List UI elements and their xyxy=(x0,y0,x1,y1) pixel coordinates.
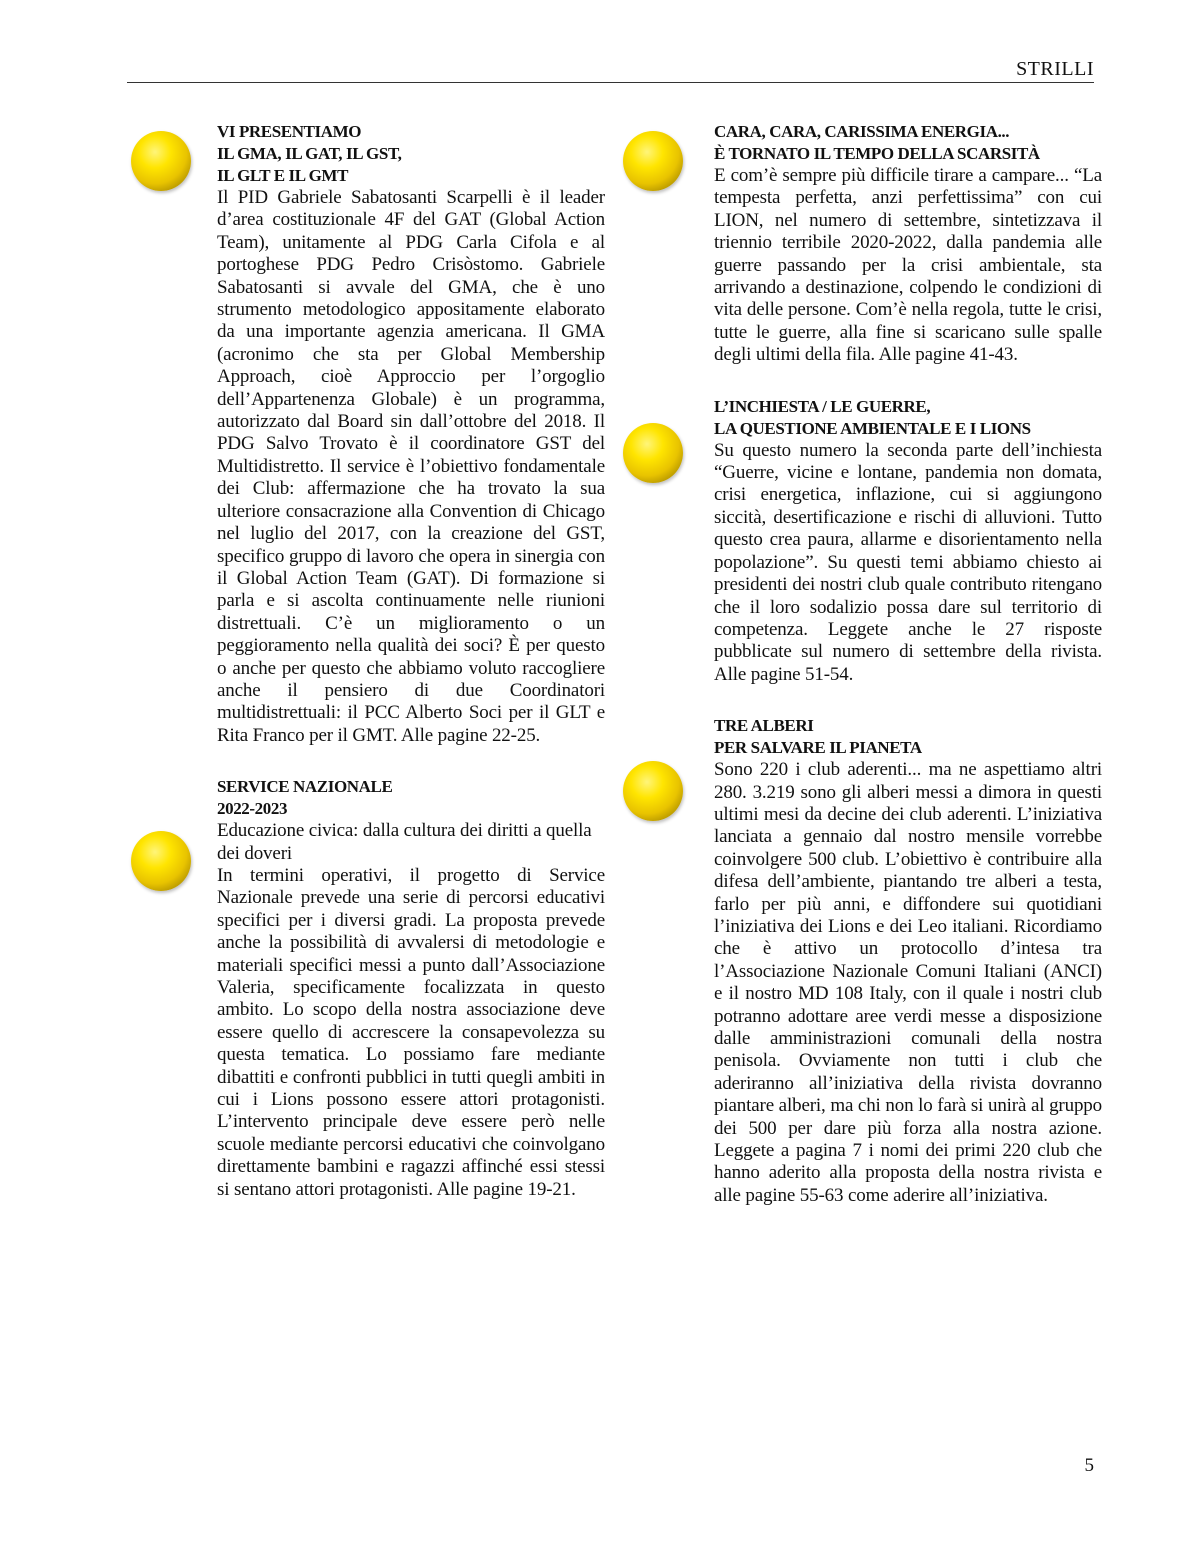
article-gma xyxy=(217,121,605,747)
article-title xyxy=(217,121,605,187)
right-column xyxy=(714,121,1102,1236)
article-title xyxy=(714,121,1102,165)
yellow-ball-icon xyxy=(623,423,683,483)
article-title xyxy=(714,396,1102,440)
header-rule xyxy=(127,82,1094,83)
article-body: E com’è sempre più difficile tirare a campare... “La tempesta perfetta, anzi perfettissima” con cui LION, nel numero di settembre, sintetizzava il triennio terribile 2020-2022, dalla pandemia alle guerre passando per la crisi ambientale, sta arrivando a destinazione, colpendo le condizioni di vita delle persone. Com’è nella regola, tutte le crisi, tutte le guerre, alla fine si scaricano sulle spalle degli ultimi della fila. Alle pagine 41-43. xyxy=(714,165,1102,366)
yellow-ball-icon xyxy=(623,761,683,821)
title-line: È TORNATO IL TEMPO DELLA SCARSITÀ xyxy=(714,144,1040,163)
yellow-ball-icon xyxy=(623,131,683,191)
page-number: 5 xyxy=(1084,1455,1094,1476)
article-inchiesta xyxy=(714,396,1102,686)
title-line: LA QUESTIONE AMBIENTALE E I LIONS xyxy=(714,418,1031,438)
left-column xyxy=(217,121,605,1230)
article-energia xyxy=(714,121,1102,367)
title-line: CARA, CARA, CARISSIMA ENERGIA... xyxy=(714,122,1010,141)
article-body: Su questo numero la seconda parte dell’inchiesta “Guerre, vicine e lontane, pandemia non domata, crisi energetica, inflazione, cui si aggiungono siccità, desertificazione e rischi di alluvioni. Tutto questo crea paura, allarme e disorientamento nella popolazione”. Su questi temi abbiamo chiesto ai presidenti dei nostri club quale contributo ritengano che il loro sodalizio possa dare sul territorio di competenza. Leggete anche le 27 risposte pubblicate sul numero di settembre della rivista. Alle pagine 51-54. xyxy=(714,439,1102,685)
title-line: IL GLT E IL GMT xyxy=(217,166,349,185)
title-line: SERVICE NAZIONALE xyxy=(217,777,393,797)
article-body: Il PID Gabriele Sabatosanti Scarpelli è il leader d’area costituzionale 4F del GAT (Global Action Team), unitamente al PDG Carla Cifola e al portoghese PDG Pedro Crisòstomo. Gabriele Sabatosanti si avvale del GMA, che è uno strumento metodologico appositamente elaborato da una importante agenzia americana. Il GMA (acronimo che sta per Global Membership Approach, cioè Approccio per l’orgoglio dell’Appartenenza Globale) è un programma, autorizzato dal Board sin dall’ottobre del 2018. Il PDG Salvo Trovato è il coordinatore GST del Multidistretto. Il service è l’obiettivo fondamentale dei Club: affermazione che ha trovato la sua ulteriore consacrazione alla Convention di Chicago nel luglio del 2017, con la creazione del GST, specifico gruppo di lavoro che opera in sinergia con il Global Action Team (GAT). Di formazione si parla e si ascolta continuamente nelle riunioni distrettuali. C’è un miglioramento o un peggioramento nella qualità dei soci? È per questo o anche per questo che abbiamo voluto raccogliere anche il pensiero di due Coordinatori multidistrettuali: il PCC Alberto Soci per il GLT e Rita Franco per il GMT. Alle pagine 22-25. xyxy=(217,187,605,746)
title-line: L’INCHIESTA / LE GUERRE, xyxy=(714,396,931,416)
title-line: 2022-2023 xyxy=(217,799,288,819)
article-title xyxy=(217,776,605,820)
title-line: VI PRESENTIAMO xyxy=(217,122,362,141)
section-label: STRILLI xyxy=(1016,58,1094,80)
article-service-nazionale xyxy=(217,776,605,1201)
article-subtitle: Educazione civica: dalla cultura dei diritti a quella dei doveri xyxy=(217,820,592,864)
title-line: TRE ALBERI xyxy=(714,716,814,736)
title-line: PER SALVARE IL PIANETA xyxy=(714,738,922,758)
article-title xyxy=(714,715,1102,759)
yellow-ball-icon xyxy=(131,131,191,191)
article-body: Sono 220 i club aderenti... ma ne aspettiamo altri 280. 3.219 sono gli alberi messi a dimora in questi ultimi mesi da decine dei club aderenti. L’iniziativa lanciata a gennaio dal nostro mensile vorrebbe coinvolgere 500 club. L’obiettivo è contribuire alla difesa dell’ambiente, piantando tre alberi a testa, farlo per più anni, e diffondere sui quotidiani l’iniziativa dei Lions e dei Leo italiani. Ricordiamo che è attivo un protocollo d’intesa tra l’Associazione Nazionale Comuni Italiani (ANCI) e il nostro MD 108 Italy, con il quale i nostri club potranno adottare aree verdi messe a disposizione dalle amministrazioni comunali della nostra penisola. Ovviamente non tutti i club che aderiranno all’iniziativa della rivista dovranno piantare alberi, ma chi non lo farà si unirà al gruppo dei 500 per dare più forza alla nostra azione. Leggete a pagina 7 i nomi dei primi 220 club che hanno aderito alla proposta della nostra rivista e alle pagine 55-63 come aderire all’iniziativa. xyxy=(714,759,1102,1206)
yellow-ball-icon xyxy=(131,831,191,891)
title-line: IL GMA, IL GAT, IL GST, xyxy=(217,144,402,163)
article-tre-alberi xyxy=(714,715,1102,1207)
article-body: In termini operativi, il progetto di Service Nazionale prevede una serie di percorsi educativi specifici per i diversi gradi. La proposta prevede anche la possibilità di avvalersi di metodologie e materiali specifici messi a punto dall’Associazione Valeria, specificamente focalizzata in questo ambito. Lo scopo della nostra associazione deve essere quello di accrescere la consapevolezza su questa tematica. Lo possiamo fare mediante dibattiti e confronti pubblici in tutti quegli ambiti in cui i Lions possono essere attori protagonisti. L’intervento principale deve essere però nelle scuole mediante percorsi educativi che coinvolgano direttamente bambini e ragazzi affinché essi stessi si sentano attori protagonisti. Alle pagine 19-21. xyxy=(217,864,605,1200)
